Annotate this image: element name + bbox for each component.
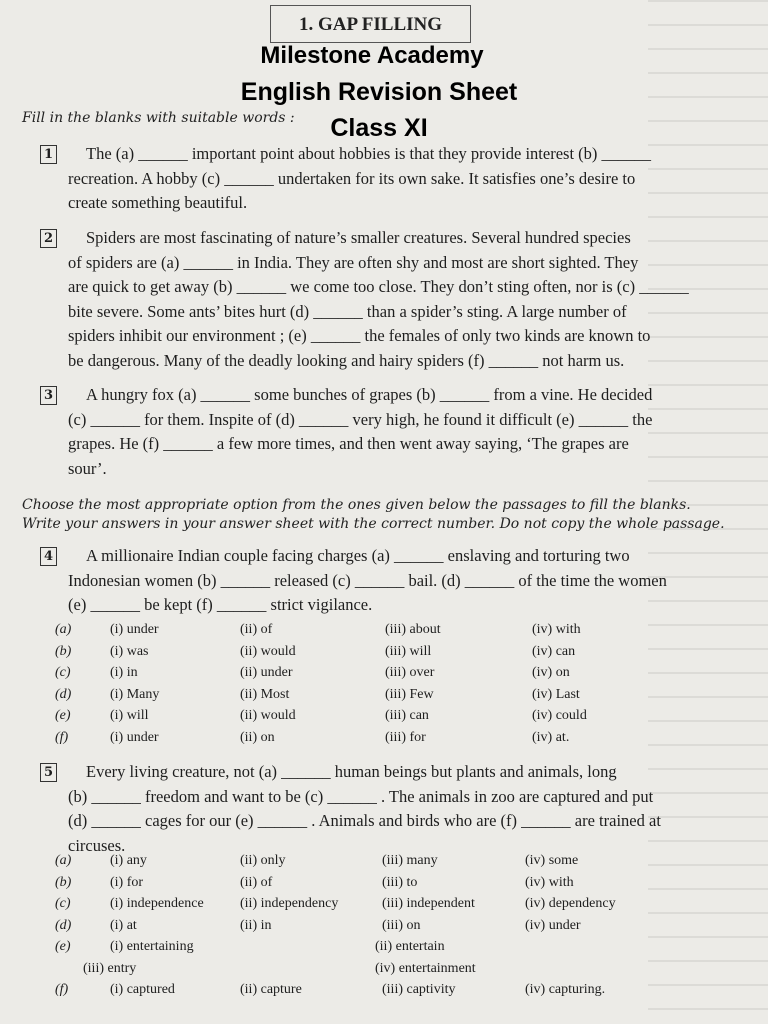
option: (i) under [110,622,159,637]
passage-line: The (a) ______ important point about hobbies is that they provide interest (b) ______ [86,144,652,163]
passage-line: sour’. [68,458,107,478]
option: (iii) many [382,853,438,868]
option: (iii) captivity [382,982,456,997]
option-row [55,982,715,1004]
option-row [55,644,715,666]
overlay-class: Class XI [330,114,428,142]
option-row [55,730,715,752]
option: (ii) would [240,708,296,723]
option-row [55,853,715,875]
question-number: 2 [40,229,57,248]
option: (iv) some [525,853,579,868]
option-row [55,918,715,940]
option: (iv) could [532,708,587,723]
blank-label: (e) [55,939,71,954]
option: (iv) with [532,622,581,637]
instruction-line: Choose the most appropriate option from the ones given below the passages to fill the blanks. [22,497,691,513]
option-row [55,665,715,687]
blank-label: (e) [55,708,71,723]
blank-label: (b) [55,643,72,659]
question-number: 4 [40,547,57,566]
option: (iv) can [532,643,576,659]
passage-line: recreation. A hobby (c) ______ undertaken for its own sake. It satisfies one’s desire to [68,168,636,188]
option: (i) will [110,708,149,723]
option: (iii) to [382,874,418,890]
passage-line: spiders inhibit our environment ; (e) ______ the females of only two kinds are known to [68,326,651,345]
blank-label: (c) [55,896,71,911]
passage-line: grapes. He (f) ______ a few more times, and then went away saying, ‘The grapes are [68,434,629,453]
option: (i) for [110,874,144,890]
passage [68,142,728,216]
passage-line: A millionaire Indian couple facing charges (a) ______ enslaving and torturing two [86,546,630,565]
option: (ii) would [240,643,296,659]
option-row [55,896,715,918]
option: (iv) entertainment [375,960,476,976]
option: (i) any [110,853,147,868]
option-row [55,875,715,897]
option: (iv) under [525,917,581,933]
passage-line: of spiders are (a) ______ in India. They are often shy and most are short sighted. They [68,252,639,272]
option: (ii) in [240,917,272,933]
option: (iv) with [525,874,574,890]
question-number: 1 [40,145,57,164]
passage-line: be dangerous. Many of the deadly looking and hairy spiders (f) ______ not harm us. [68,350,625,370]
option: (iii) over [385,665,435,680]
option: (iii) about [385,622,441,637]
option: (ii) under [240,665,293,680]
option: (iv) on [532,665,570,680]
passage-line: Indonesian women (b) ______ released (c) ______ bail. (d) ______ of the time the women [68,570,667,590]
option: (iv) at. [532,729,570,745]
option: (ii) entertain [375,939,445,954]
option: (iv) dependency [525,896,616,911]
passage-line: (c) ______ for them. Inspite of (d) ______ very high, he found it difficult (e) ______ the [68,409,653,429]
option-row [55,708,715,730]
option: (ii) on [240,729,275,745]
blank-label: (a) [55,622,72,637]
option: (ii) of [240,874,273,890]
overlay-school-name: Milestone Academy [260,42,484,69]
passage-line: Every living creature, not (a) ______ human beings but plants and animals, long [86,762,617,781]
blank-label: (b) [55,874,72,890]
option: (i) entertaining [110,939,194,954]
passage-line: Spiders are most fascinating of nature’s smaller creatures. Several hundred species [86,228,631,247]
option-row [55,622,715,644]
option: (iii) independent [382,896,475,911]
options-table-q4 [55,622,715,751]
passage [68,383,728,481]
blank-label: (a) [55,853,72,868]
blank-label: (d) [55,686,72,702]
option: (i) was [110,643,149,659]
option: (iii) on [382,917,421,933]
passage-line: bite severe. Some ants’ bites hurt (d) ______ than a spider’s sting. A large number of [68,301,627,321]
option-row [55,961,715,983]
blank-label: (c) [55,665,71,680]
passage-line: A hungry fox (a) ______ some bunches of grapes (b) ______ from a vine. He decided [86,385,653,404]
instruction-line: Write your answers in your answer sheet with the correct number. Do not copy the whole passage. [22,516,725,532]
option: (ii) of [240,622,273,637]
option: (i) Many [110,686,160,702]
passage [68,760,728,858]
passage-line: (b) ______ freedom and want to be (c) ______ . The animals in zoo are captured and put [68,786,654,806]
option: (iii) Few [385,686,434,702]
option: (i) captured [110,982,175,997]
option: (i) under [110,729,159,745]
options-table-q5 [55,853,715,1004]
option: (iii) entry [83,960,137,976]
option: (iv) capturing. [525,982,606,997]
section-title: 1. GAP FILLING [270,5,471,43]
question-number: 3 [40,386,57,405]
passage-line: create something beautiful. [68,193,248,212]
overlay-sheet-title: English Revision Sheet [240,78,518,106]
option: (ii) capture [240,982,302,997]
option: (i) at [110,917,137,933]
passage-line: are quick to get away (b) ______ we come too close. They don’t sting often, nor is (c) ______ [68,277,689,296]
instruction-part1: Fill in the blanks with suitable words : [22,110,295,126]
blank-label: (f) [55,982,69,997]
option: (iii) for [385,729,426,745]
option: (iii) can [385,708,429,723]
blank-label: (f) [55,729,69,745]
option-row [55,939,715,961]
passage-line: (e) ______ be kept (f) ______ strict vigilance. [68,595,373,614]
passage [68,544,728,618]
passage-line: (d) ______ cages for our (e) ______ . Animals and birds who are (f) ______ are trained at [68,811,661,830]
option: (ii) independency [240,896,339,911]
option-row [55,687,715,709]
passage [68,226,728,373]
instruction-part2 [22,496,742,534]
passage-line: circuses. [68,835,126,855]
option: (iii) will [385,643,432,659]
option: (i) in [110,665,138,680]
option: (ii) only [240,853,286,868]
option: (i) independence [110,896,204,911]
question-number: 5 [40,763,57,782]
option: (ii) Most [240,686,290,702]
option: (iv) Last [532,686,580,702]
blank-label: (d) [55,917,72,933]
